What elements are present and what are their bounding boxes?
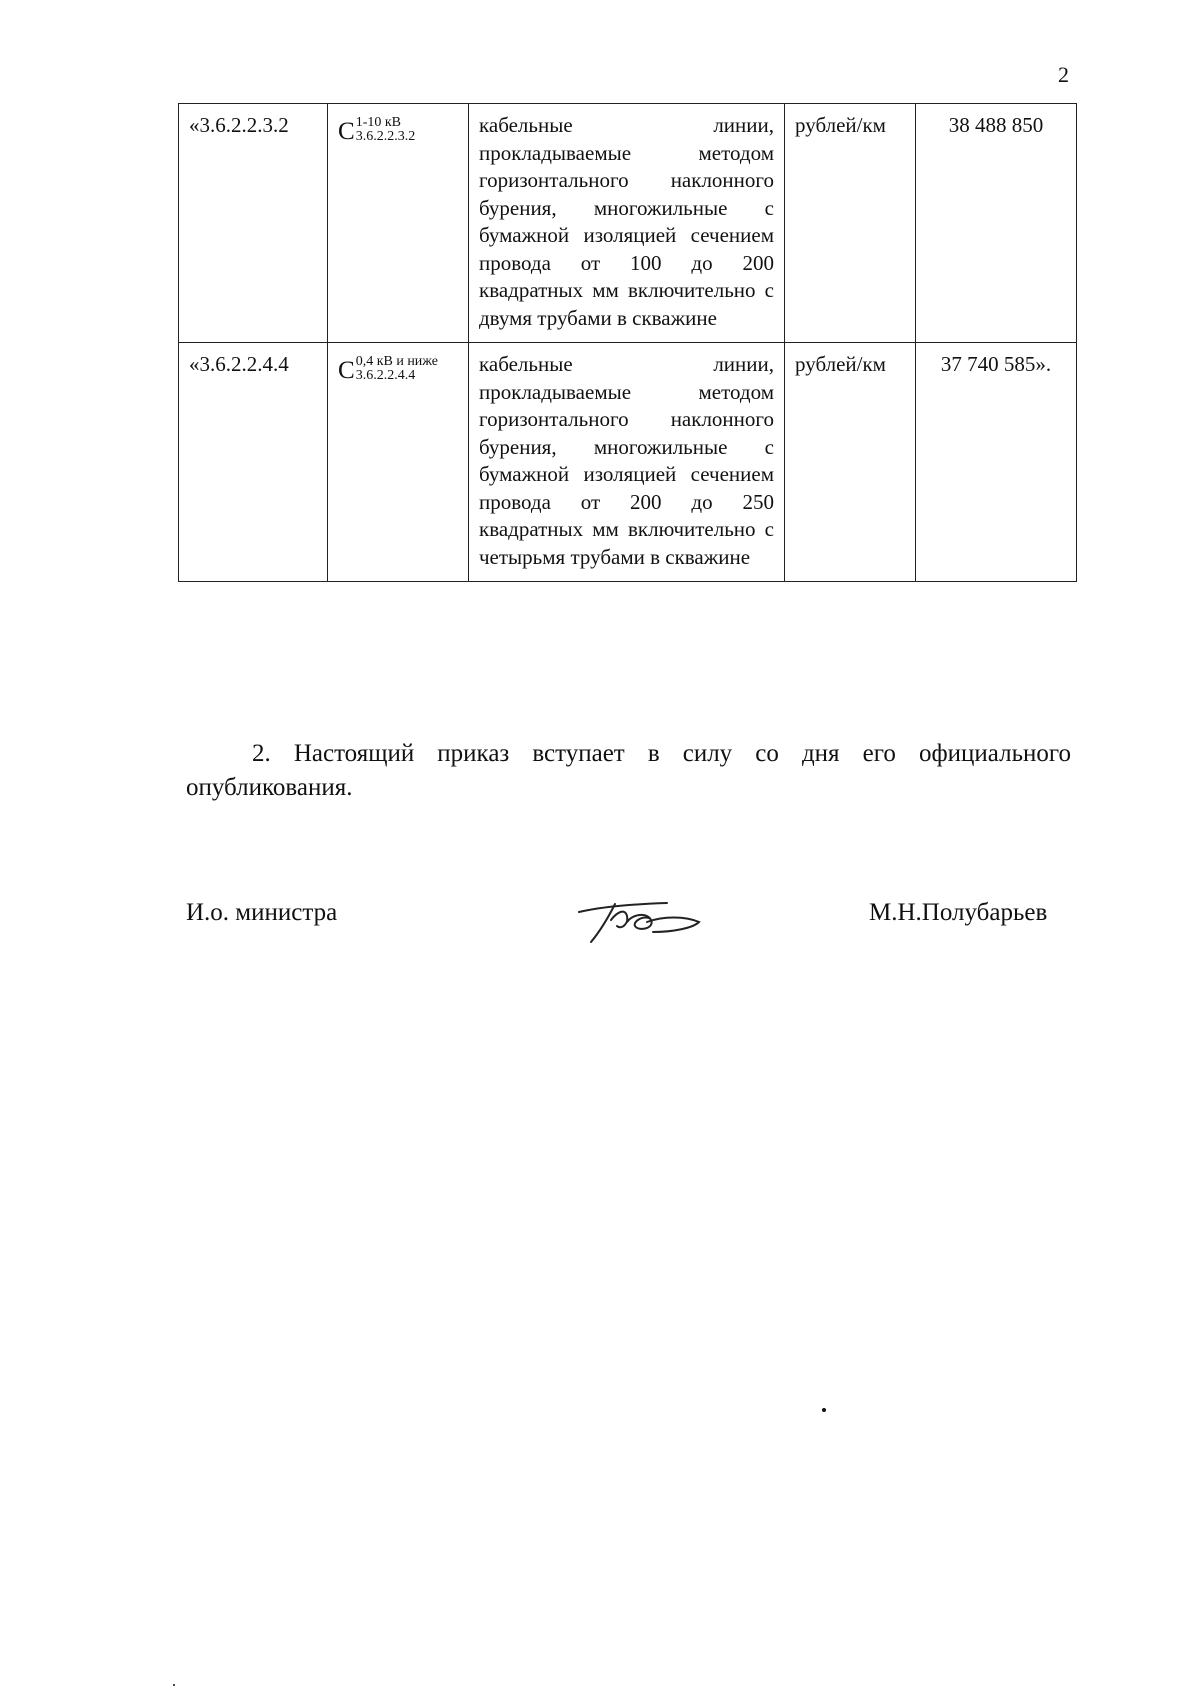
rate-symbol (338, 116, 415, 144)
row-unit: рублей/км (785, 104, 916, 343)
row-code: «3.6.2.2.3.2 (179, 104, 328, 343)
row-symbol (328, 343, 469, 582)
symbol-subscript: 3.6.2.2.3.2 (355, 129, 416, 144)
row-description: кабельные линии, прокладываемые методом горизонтального наклонного бурения, многожильные с бумажной изоляцией сечением провода от 200 до 250 квадратных мм включительно с четырьмя трубами в скважине (469, 343, 785, 582)
symbol-letter: C (338, 118, 355, 145)
row-value: 38 488 850 (916, 104, 1077, 343)
table-row (179, 343, 1077, 582)
symbol-superscript: 0,4 кВ и ниже (355, 354, 439, 369)
rate-symbol (338, 355, 438, 383)
table-row (179, 104, 1077, 343)
row-description: кабельные линии, прокладываемые методом горизонтального наклонного бурения, многожильные с бумажной изоляцией сечением провода от 100 до 200 квадратных мм включительно с двумя трубами в скважине (469, 104, 785, 343)
stray-dot (822, 1408, 826, 1412)
signer-name: М.Н.Полубарьев (869, 899, 1048, 926)
row-value: 37 740 585». (916, 343, 1077, 582)
symbol-subscript: 3.6.2.2.4.4 (355, 368, 416, 383)
symbol-letter: C (338, 357, 355, 384)
stray-dot (173, 1684, 175, 1686)
effective-date-paragraph: 2. Настоящий приказ вступает в силу со дня его официального опубликования. (186, 740, 1071, 801)
symbol-superscript: 1-10 кВ (355, 115, 401, 130)
row-unit: рублей/км (785, 343, 916, 582)
row-code: «3.6.2.2.4.4 (179, 343, 328, 582)
rates-table (178, 103, 1077, 582)
row-symbol (328, 104, 469, 343)
page-number: 2 (1058, 62, 1069, 87)
handwritten-signature-icon (575, 898, 705, 944)
signer-title: И.о. министра (186, 899, 338, 926)
